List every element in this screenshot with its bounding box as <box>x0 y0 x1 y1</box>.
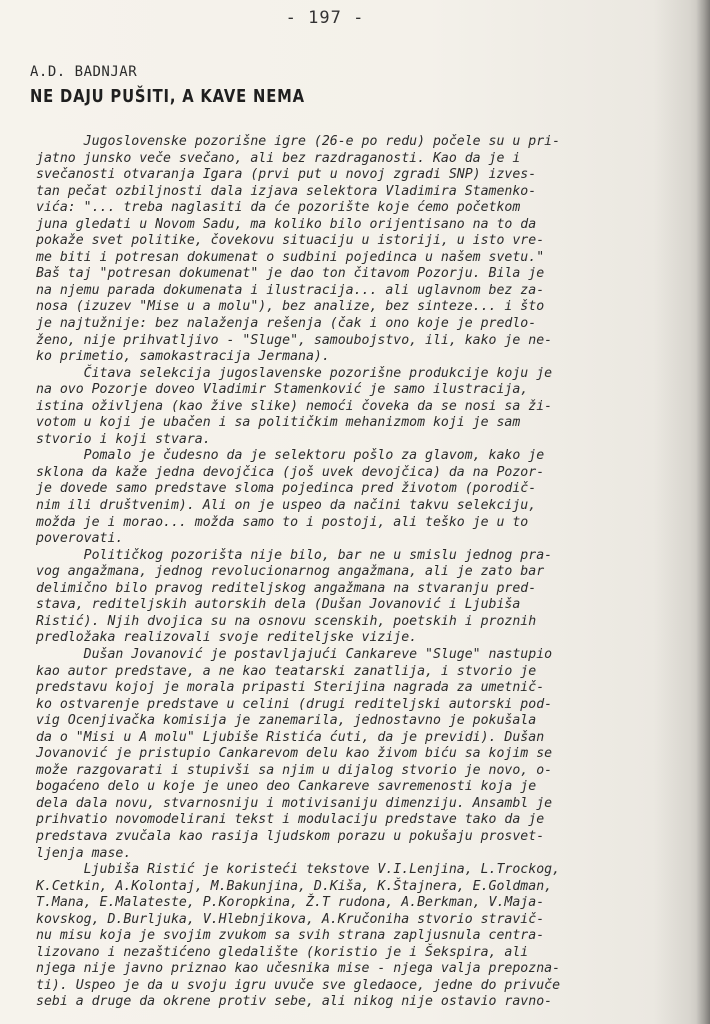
text-line: sklona da kaže jedna devojčica (još uvek devojčica) da na Pozor- <box>36 464 545 480</box>
article-body <box>36 134 676 1011</box>
text-line: ti). Uspeo je da u svoju igru uvuče sve gledaoce, jedne do privuče <box>36 977 561 993</box>
text-line: vig Ocenjivačka komisija je zanemarila, jednostavno je pokušala <box>36 713 537 729</box>
text-line: ženo, nije prihvatljivo - "Sluge", samoubojstvo, ili, kako je ne- <box>36 332 553 348</box>
text-line: možda je i morao... možda samo to i postoji, ali teško je u to <box>36 514 529 530</box>
text-line: lizovano i nezaštićeno gledalište (koristio je i Šekspira, ali <box>36 944 529 960</box>
text-line: ljenja mase. <box>36 845 132 861</box>
text-line: Jovanović je pristupio Cankarevom delu kao živom biću sa kojim se <box>36 746 553 762</box>
text-line: na njemu parada dokumenata i ilustracija... ali uglavnom bez za- <box>36 282 545 298</box>
text-line: Baš taj "potresan dokumenat" je dao ton čitavom Pozorju. Bila je <box>36 266 545 282</box>
text-line: Ristić). Njih dvojica su na osnovu scenskih, poetskih i proznih <box>36 613 537 629</box>
text-line: predložaka realizovali svoje rediteljske vizije. <box>36 630 418 646</box>
text-line: K.Cetkin, A.Kolontaj, M.Bakunjina, D.Kiša, K.Štajnera, E.Goldman, <box>36 878 553 894</box>
text-line: vića: "... treba naglasiti da će pozorište koje ćemo početkom <box>36 200 521 216</box>
text-line: jatno junsko veče svečano, ali bez razdraganosti. Kao da je i <box>36 150 521 166</box>
text-line: Jugoslovenske pozorišne igre (26-e po redu) počele su u pri- <box>36 134 561 149</box>
page-edge-shadow <box>696 0 710 1024</box>
text-line: poverovati. <box>36 531 124 547</box>
text-line: Političkog pozorišta nije bilo, bar ne u smislu jednog pra- <box>36 547 553 563</box>
text-line: dela dala novu, stvarnosniju i motivisaniju dimenziju. Ansambl je <box>36 795 553 811</box>
page-number: - 197 - <box>285 8 365 28</box>
text-line: da o "Misi u A molu" Ljubiše Ristića ćuti, da je previdi). Dušan <box>36 729 545 745</box>
text-line: juna gledati u Novom Sadu, ma koliko bilo orijentisano na to da <box>36 216 537 232</box>
text-line: Dušan Jovanović je postavljajući Cankareve "Sluge" nastupio <box>36 646 553 662</box>
text-line: kovskog, D.Burljuka, V.Hlebnjikova, A.Kručoniha stvorio stravič- <box>36 911 545 927</box>
text-line: istina oživljena (kao žive slike) nemoći čoveka da se nosi sa ži- <box>36 398 553 414</box>
text-line: svečanosti otvaranja Igara (prvi put u novoj zgradi SNP) izves- <box>36 167 537 183</box>
text-line: T.Mana, E.Malateste, P.Koropkina, Ž.T rudona, A.Berkman, V.Maja- <box>36 895 545 911</box>
text-line: ko ostvarenje predstave u celini (drugi rediteljski autorski pod- <box>36 696 553 712</box>
article-author: A.D. BADNJAR <box>30 64 138 80</box>
text-line: votom u koji je ubačen i sa političkim mehanizmom koji je sam <box>36 415 521 431</box>
text-line: vog angažmana, jednog revolucionarnog angažmana, ali je zato bar <box>36 564 545 580</box>
text-line: predstavu kojoj je morala pripasti Sterijina nagrada za umetnič- <box>36 680 545 696</box>
text-line: Ljubiša Ristić je koristeći tekstove V.I.Lenjina, L.Trockog, <box>36 862 561 878</box>
text-line: nosa (izuzev "Mise u a molu"), bez analize, bez sinteze... i što <box>36 299 545 315</box>
text-line: me biti i potresan dokumenat o sudbini pojedinca u našem svetu." <box>36 249 545 265</box>
text-line: je dovede samo predstave sloma pojedinca pred životom (porodič- <box>36 481 537 497</box>
text-line: njega nije javno priznao kao učesnika mise - njega valja prepozna- <box>36 961 561 977</box>
text-line: Pomalo je čudesno da je selektoru pošlo za glavom, kako je <box>36 448 545 464</box>
text-line: Čitava selekcija jugoslavenske pozorišne produkcije koju je <box>36 365 553 381</box>
text-line: kao autor predstave, a ne kao teatarski zanatlija, i stvorio je <box>36 663 537 679</box>
text-line: nim ili društvenim). Ali on je uspeo da načini takvu selekciju, <box>36 498 537 514</box>
text-line: sebi a druge da okrene protiv sebe, ali nikog nije ostavio ravno- <box>36 994 553 1010</box>
text-line: je najtužnije: bez nalaženja rešenja (čak i ono koje je predlo- <box>36 316 537 332</box>
text-line: stava, rediteljskih autorskih dela (Dušan Jovanović i Ljubiša <box>36 597 521 613</box>
text-line: bogaćeno delo u koje je uneo deo Cankareve savremenosti koja je <box>36 779 537 795</box>
text-line: predstava zvučala kao rasija ljudskom porazu u pokušaju prosvet- <box>36 828 545 844</box>
text-line: pokaže svet politike, čovekovu situaciju u istoriji, u isto vre- <box>36 233 545 249</box>
text-line: prihvatio novomodelirani tekst i modulaciju predstave tako da je <box>36 812 545 828</box>
text-line: može razgovarati i stupivši sa njim u dijalog stvorio je novo, o- <box>36 762 553 778</box>
text-line: ko primetio, samokastracija Jermana). <box>36 349 330 365</box>
text-line: delimično bilo pravog rediteljskog angažmana na stvaranju pred- <box>36 580 537 596</box>
text-line: na ovo Pozorje doveo Vladimir Stamenković je samo ilustracija, <box>36 382 529 398</box>
article-title: NE DAJU PUŠITI, A KAVE NEMA <box>30 86 305 107</box>
text-line: nu misu koja je svojim zvukom sa svih strana zapljusnula centra- <box>36 928 545 944</box>
text-line: stvorio i koji stvara. <box>36 431 211 447</box>
text-line: tan pečat ozbiljnosti dala izjava selektora Vladimira Stamenko- <box>36 183 537 199</box>
